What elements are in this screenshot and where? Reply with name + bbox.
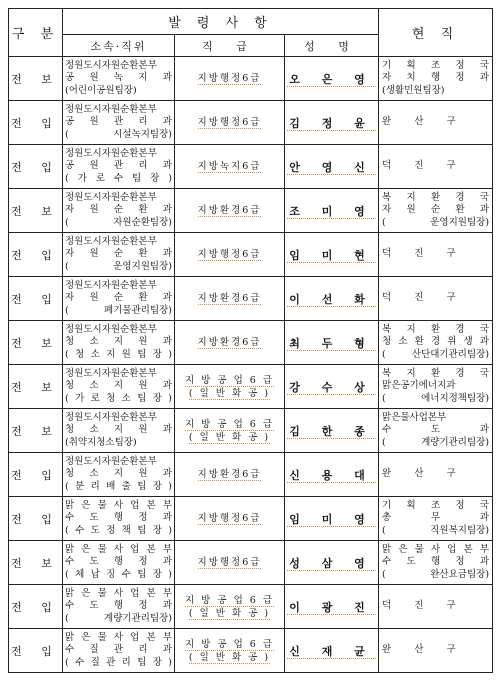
table-row	[9, 189, 493, 233]
transfer-type: 전 입	[9, 453, 63, 497]
transfer-type: 전 입	[9, 585, 63, 629]
person-name: 조 미 영	[289, 204, 374, 218]
current-post-line: 수 도 과	[382, 424, 490, 436]
current-post-cell	[379, 629, 493, 673]
person-name: 최 두 형	[289, 336, 374, 350]
person-name: 오 은 영	[289, 72, 374, 86]
personnel-table	[8, 8, 493, 673]
current-post-cell	[379, 101, 493, 145]
current-post-cell	[379, 453, 493, 497]
person-name: 임 미 현	[289, 248, 374, 262]
dept-line: 공 원 녹 지 과	[65, 72, 172, 84]
current-post-line: 맑 은 물 사 업 본 부	[382, 543, 490, 555]
dept-line: 청 소 지 원 과	[65, 380, 172, 392]
grade-line: 지 방 공 업 6 급	[184, 638, 275, 650]
current-post-cell	[379, 233, 493, 277]
grade-line: 지방녹지6급	[197, 161, 262, 172]
current-post-line: 복 지 환 경 국	[382, 323, 490, 335]
table-row	[9, 57, 493, 101]
grade-line: 지방행정6급	[197, 249, 262, 260]
dept-line: 자 원 순 환 과	[65, 248, 172, 260]
dept-line: 정원도시자원순환본부	[65, 59, 157, 71]
grade-cell	[175, 233, 285, 277]
current-post-cell	[379, 277, 493, 321]
dept-position-cell	[63, 321, 175, 365]
current-post-line: 복 지 환 경 국	[382, 191, 490, 203]
dept-line: 수 도 행 정 과	[65, 556, 172, 568]
person-name: 안 영 신	[289, 160, 374, 174]
grade-cell	[175, 365, 285, 409]
table-row	[9, 453, 493, 497]
current-post-line: 기 획 조 정 국	[382, 499, 490, 511]
grade-line: 지 방 공 업 6 급	[184, 374, 275, 386]
dept-line: 정원도시자원순환본부	[65, 235, 157, 247]
name-cell	[285, 497, 379, 541]
name-cell	[285, 145, 379, 189]
transfer-type: 전 입	[9, 101, 63, 145]
dept-line: 수 도 행 정 과	[65, 512, 172, 524]
person-name: 신 용 대	[289, 468, 374, 482]
name-cell	[285, 277, 379, 321]
transfer-type: 전 보	[9, 57, 63, 101]
grade-line: ( 일 반 화 공 )	[188, 387, 271, 399]
dept-line: 정원도시자원순환본부	[65, 367, 157, 379]
current-post-line: 수 도 행 정 과	[382, 556, 490, 568]
transfer-type: 전 보	[9, 541, 63, 585]
current-post-line: 맑은공기에너지과	[382, 380, 456, 392]
dept-line: 정원도시자원순환본부	[65, 455, 157, 467]
current-post-line: ( 계량기관리팀장)	[382, 436, 490, 448]
header-category: 구 분	[9, 9, 63, 57]
dept-line: 맑 은 물 사 업 본 부	[65, 499, 172, 511]
current-post-line: 완 산 구	[382, 116, 466, 128]
current-post-line: 덕 진 구	[382, 292, 466, 304]
dept-position-cell	[63, 145, 175, 189]
current-post-line: ( 에너지정책팀장)	[382, 392, 490, 404]
dept-line: 공 원 관 리 과	[65, 160, 172, 172]
transfer-type: 전 입	[9, 233, 63, 277]
table-row	[9, 145, 493, 189]
name-cell	[285, 101, 379, 145]
current-post-line: (생활민원팀장)	[382, 84, 445, 96]
current-post-line: 덕 진 구	[382, 600, 466, 612]
dept-position-cell	[63, 101, 175, 145]
current-post-line: 완 산 구	[382, 644, 466, 656]
transfer-type: 전 보	[9, 409, 63, 453]
dept-line: (어린이공원팀장)	[65, 84, 137, 96]
dept-line: ( 계량기관리팀장)	[65, 612, 172, 624]
grade-cell	[175, 541, 285, 585]
current-post-cell	[379, 57, 493, 101]
header-row-1	[9, 9, 493, 35]
grade-line: 지방환경6급	[197, 337, 262, 348]
dept-line: 맑 은 물 사 업 본 부	[65, 631, 172, 643]
dept-line: ( 가 로 수 팀 장 )	[65, 172, 172, 184]
grade-line: 지 방 공 업 6 급	[184, 418, 275, 430]
grade-cell	[175, 101, 285, 145]
table-row	[9, 497, 493, 541]
current-post-line: 덕 진 구	[382, 248, 466, 260]
dept-line: ( 분 리 배 출 팀 장 )	[65, 480, 172, 492]
dept-position-cell	[63, 189, 175, 233]
grade-line: 지방행정6급	[197, 73, 262, 84]
dept-line: 수 도 행 정 과	[65, 600, 172, 612]
grade-line: ( 일 반 화 공 )	[188, 651, 271, 663]
dept-line: 정원도시자원순환본부	[65, 279, 157, 291]
dept-position-cell	[63, 57, 175, 101]
dept-line: 정원도시자원순환본부	[65, 191, 157, 203]
dept-line: ( 운영지원팀장)	[65, 260, 172, 272]
table-row	[9, 277, 493, 321]
header-dept-position: 소속·직위	[63, 35, 175, 57]
table-row	[9, 321, 493, 365]
name-cell	[285, 321, 379, 365]
dept-position-cell	[63, 409, 175, 453]
table-row	[9, 233, 493, 277]
current-post-line: 덕 진 구	[382, 160, 466, 172]
dept-line: 정원도시자원순환본부	[65, 147, 157, 159]
name-cell	[285, 453, 379, 497]
name-cell	[285, 57, 379, 101]
grade-line: 지방환경6급	[197, 205, 262, 216]
dept-line: ( 청 소 지 원 팀 장 )	[65, 348, 172, 360]
person-name: 이 광 진	[289, 600, 374, 614]
dept-line: 청 소 지 원 과	[65, 468, 172, 480]
current-post-cell	[379, 541, 493, 585]
dept-line: ( 가 로 청 소 팀 장 )	[65, 392, 172, 404]
dept-line: 정원도시자원순환본부	[65, 323, 157, 335]
dept-position-cell	[63, 585, 175, 629]
name-cell	[285, 233, 379, 277]
dept-line: 자 원 순 환 과	[65, 204, 172, 216]
transfer-type: 전 입	[9, 497, 63, 541]
header-name: 성 명	[285, 35, 379, 57]
grade-line: ( 일 반 화 공 )	[188, 431, 271, 443]
transfer-type: 전 보	[9, 365, 63, 409]
dept-position-cell	[63, 497, 175, 541]
current-post-line: 완 산 구	[382, 468, 466, 480]
current-post-line: 복 지 환 경 국	[382, 367, 490, 379]
transfer-type: 전 보	[9, 321, 63, 365]
table-row	[9, 409, 493, 453]
dept-position-cell	[63, 233, 175, 277]
name-cell	[285, 585, 379, 629]
person-name: 김 한 종	[289, 424, 374, 438]
transfer-type: 전 입	[9, 145, 63, 189]
transfer-type: 전 입	[9, 277, 63, 321]
current-post-line: 자 치 행 정 과	[382, 72, 490, 84]
grade-line: 지방환경6급	[197, 293, 262, 304]
dept-line: ( 시설녹지팀장)	[65, 128, 172, 140]
dept-position-cell	[63, 365, 175, 409]
person-name: 신 재 균	[289, 644, 374, 658]
name-cell	[285, 629, 379, 673]
header-appointment: 발 령 사 항	[63, 9, 379, 35]
dept-line: 맑 은 물 사 업 본 부	[65, 543, 172, 555]
grade-cell	[175, 189, 285, 233]
table-row	[9, 365, 493, 409]
name-cell	[285, 409, 379, 453]
dept-line: 자 원 순 환 과	[65, 292, 172, 304]
current-post-line: ( 완산요금팀장)	[382, 568, 490, 580]
header-current: 현 직	[379, 9, 493, 57]
person-name: 성 삼 영	[289, 556, 374, 570]
dept-position-cell	[63, 541, 175, 585]
dept-line: ( 수 도 정 책 팀 장 )	[65, 524, 172, 536]
current-post-cell	[379, 365, 493, 409]
grade-line: ( 일 반 화 공 )	[188, 607, 271, 619]
name-cell	[285, 189, 379, 233]
table-row	[9, 585, 493, 629]
current-post-line: ( 직원복지팀장)	[382, 524, 490, 536]
grade-cell	[175, 629, 285, 673]
person-name: 이 선 화	[289, 292, 374, 306]
dept-line: 청 소 지 원 과	[65, 336, 172, 348]
dept-position-cell	[63, 453, 175, 497]
grade-cell	[175, 145, 285, 189]
dept-line: ( 자원순환팀장)	[65, 216, 172, 228]
dept-line: 수 질 관 리 과	[65, 644, 172, 656]
name-cell	[285, 365, 379, 409]
current-post-line: 청 소 환 경 위 생 과	[382, 336, 490, 348]
header-grade: 직 급	[175, 35, 285, 57]
grade-line: 지방행정6급	[197, 513, 262, 524]
current-post-cell	[379, 585, 493, 629]
current-post-line: 총 무 과	[382, 512, 490, 524]
grade-cell	[175, 277, 285, 321]
table-row	[9, 101, 493, 145]
grade-cell	[175, 497, 285, 541]
person-name: 임 미 영	[289, 512, 374, 526]
grade-line: 지방행정6급	[197, 557, 262, 568]
table-row	[9, 541, 493, 585]
name-cell	[285, 541, 379, 585]
dept-line: 맑 은 물 사 업 본 부	[65, 587, 172, 599]
grade-cell	[175, 409, 285, 453]
current-post-cell	[379, 145, 493, 189]
current-post-line: ( 운영지원팀장)	[382, 216, 490, 228]
transfer-type: 전 보	[9, 189, 63, 233]
current-post-cell	[379, 189, 493, 233]
grade-line: 지 방 공 업 6 급	[184, 594, 275, 606]
current-post-line: 기 획 조 정 국	[382, 59, 490, 71]
current-post-line: 맑은물사업본부	[382, 411, 447, 423]
grade-cell	[175, 57, 285, 101]
grade-cell	[175, 453, 285, 497]
current-post-line: 자 원 순 환 과	[382, 204, 490, 216]
dept-line: (취약지청소팀장)	[65, 436, 137, 448]
dept-line: 청 소 지 원 과	[65, 424, 172, 436]
dept-line: 정원도시자원순환본부	[65, 411, 157, 423]
dept-line: ( 체 납 징 수 팀 장 )	[65, 568, 172, 580]
transfer-type: 전 입	[9, 629, 63, 673]
grade-cell	[175, 585, 285, 629]
person-name: 강 수 상	[289, 380, 374, 394]
current-post-cell	[379, 321, 493, 365]
dept-position-cell	[63, 629, 175, 673]
dept-line: 정원도시자원순환본부	[65, 103, 157, 115]
person-name: 김 정 윤	[289, 116, 374, 130]
dept-line: ( 수 질 관 리 팀 장 )	[65, 656, 172, 668]
grade-line: 지방행정6급	[197, 117, 262, 128]
dept-position-cell	[63, 277, 175, 321]
dept-line: 공 원 관 리 과	[65, 116, 172, 128]
table-row	[9, 629, 493, 673]
grade-cell	[175, 321, 285, 365]
dept-line: ( 폐기물관리팀장)	[65, 304, 172, 316]
current-post-line: ( 산단대기관리팀장)	[382, 348, 490, 360]
grade-line: 지방환경6급	[197, 469, 262, 480]
current-post-cell	[379, 497, 493, 541]
current-post-cell	[379, 409, 493, 453]
